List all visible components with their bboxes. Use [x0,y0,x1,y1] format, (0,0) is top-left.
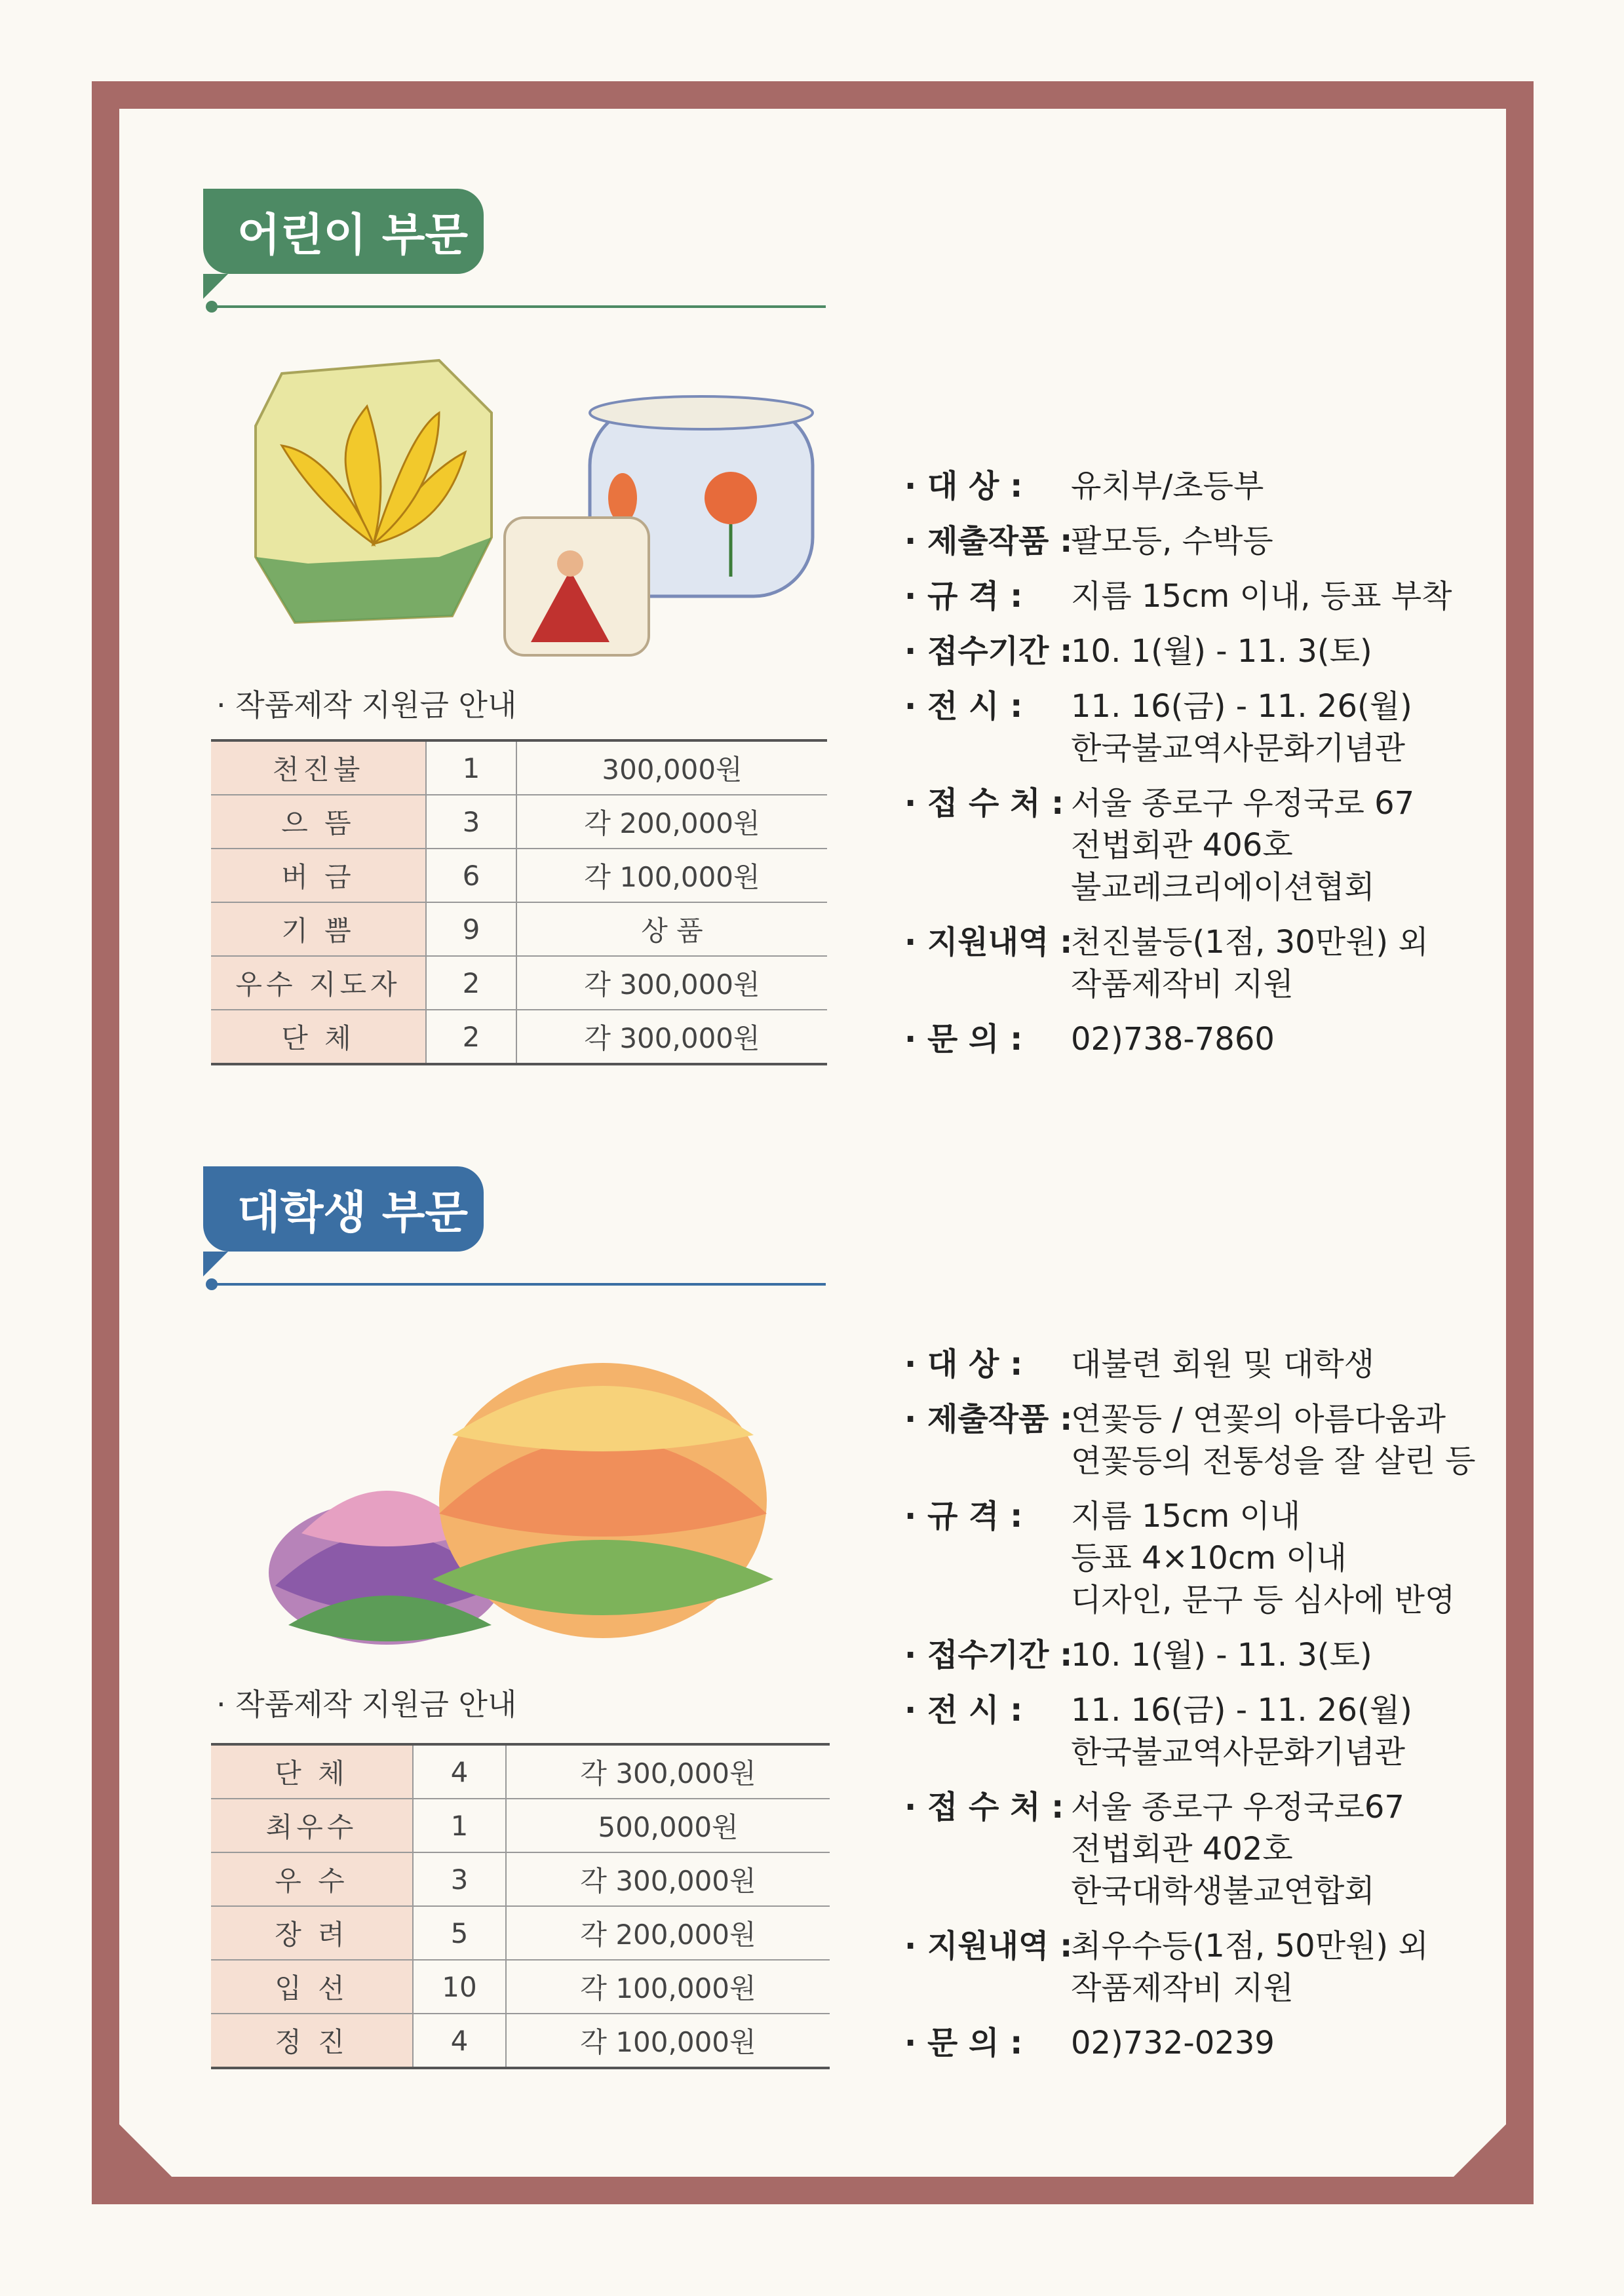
award-prize: 각 100,000원 [506,2014,830,2068]
award-count: 4 [413,2014,506,2068]
list-item [904,575,1494,617]
college-award-table [211,1743,830,2069]
info-value: 02)738-7860 [1071,1021,1275,1058]
info-value: 연꽃등의 전통성을 잘 살린 등 [1071,1443,1476,1480]
award-name: 최우수 [211,1799,413,1852]
table-row [211,795,827,849]
table-row [211,2014,830,2068]
info-label: · 대 상 : [904,468,1023,505]
award-prize: 각 200,000원 [506,1906,830,1960]
table-row [211,1906,830,1960]
info-label: · 문 의 : [904,2025,1023,2061]
award-prize: 각 300,000원 [516,1010,827,1064]
info-value: 10. 1(월) - 11. 3(토) [1071,1637,1372,1674]
kids-info-list [904,465,1494,1073]
table-row [211,1010,827,1064]
list-item [904,1786,1494,1912]
college-table-caption: · 작품제작 지원금 안내 [216,1687,517,1722]
info-label: · 접수기간 : [904,633,1073,670]
info-label: · 전 시 : [904,688,1023,725]
info-label: · 지원내역 : [904,1928,1073,1964]
list-item [904,1018,1494,1060]
award-name: 장 려 [211,1906,413,1960]
list-item [904,1343,1494,1385]
info-label: · 접 수 처 : [904,785,1064,822]
award-name: 단 체 [211,1744,413,1799]
award-name: 우 수 [211,1852,413,1906]
info-value: 지름 15cm 이내, 등표 부착 [1071,578,1452,615]
award-prize: 500,000원 [506,1799,830,1852]
info-value: 작품제작비 지원 [1071,1970,1294,2006]
list-item [904,1925,1494,2009]
college-section-title: 대학생 부문 [203,1166,484,1252]
table-row [211,1960,830,2014]
info-value: 불교레크리에이션협회 [1071,869,1375,906]
info-value: 10. 1(월) - 11. 3(토) [1071,633,1372,670]
table-row [211,740,827,795]
list-item [904,1689,1494,1773]
info-value: 작품제작비 지원 [1071,966,1294,1003]
award-prize: 300,000원 [516,740,827,795]
info-label: · 규 격 : [904,1498,1023,1535]
award-prize: 상 품 [516,902,827,956]
info-label: · 문 의 : [904,1021,1023,1058]
kids-section-rule [210,305,826,308]
info-label: · 접 수 처 : [904,1789,1064,1826]
college-section-rule [210,1283,826,1286]
award-count: 2 [426,1010,516,1064]
cube-lantern [505,518,649,655]
table-row [211,1744,830,1799]
award-name: 기 쁨 [211,902,426,956]
award-count: 9 [426,902,516,956]
table-row [211,849,827,902]
list-item [904,782,1494,908]
info-label: · 접수기간 : [904,1637,1073,1674]
info-label: · 제출작품 : [904,523,1073,560]
info-value: 디자인, 문구 등 심사에 반영 [1071,1582,1456,1618]
award-count: 3 [426,795,516,849]
info-label: · 대 상 : [904,1346,1023,1383]
info-value: 11. 16(금) - 11. 26(월) [1071,1692,1412,1729]
award-prize: 각 300,000원 [516,956,827,1010]
info-value: 한국대학생불교연합회 [1071,1873,1375,1909]
info-label: · 지원내역 : [904,924,1073,961]
list-item [904,1495,1494,1621]
info-value: 02)732-0239 [1071,2025,1275,2061]
info-value: 등표 4×10cm 이내 [1071,1540,1347,1577]
award-name: 으 뜸 [211,795,426,849]
award-name: 입 선 [211,1960,413,2014]
list-item [904,630,1494,672]
award-count: 6 [426,849,516,902]
table-row [211,1799,830,1852]
list-item [904,1634,1494,1676]
list-item [904,520,1494,562]
info-value: 천진불등(1점, 30만원) 외 [1071,924,1429,961]
info-value: 최우수등(1점, 50만원) 외 [1071,1928,1429,1964]
award-name: 버 금 [211,849,426,902]
list-item [904,1398,1494,1482]
info-value: 전법회관 402호 [1071,1831,1293,1867]
award-count: 3 [413,1852,506,1906]
college-info-list [904,1343,1494,2077]
award-count: 4 [413,1744,506,1799]
info-value: 팔모등, 수박등 [1071,523,1273,560]
kids-award-table [211,739,827,1065]
award-name: 우수 지도자 [211,956,426,1010]
info-label: · 전 시 : [904,1692,1023,1729]
award-prize: 각 100,000원 [506,1960,830,2014]
award-count: 10 [413,1960,506,2014]
lotus-lantern-illustration [262,1350,786,1651]
table-row [211,902,827,956]
award-prize: 각 100,000원 [516,849,827,902]
list-item [904,465,1494,507]
info-value: 11. 16(금) - 11. 26(월) [1071,688,1412,725]
info-value: 대불련 회원 및 대학생 [1071,1346,1375,1383]
info-label: · 규 격 : [904,578,1023,615]
award-name: 천진불 [211,740,426,795]
info-value: 서울 종로구 우정국로67 [1071,1789,1404,1826]
orange-lotus-lantern [433,1363,773,1638]
award-prize: 각 200,000원 [516,795,827,849]
award-count: 1 [426,740,516,795]
award-name: 정 진 [211,2014,413,2068]
info-value: 연꽃등 / 연꽃의 아름다움과 [1071,1401,1446,1438]
info-label: · 제출작품 : [904,1401,1073,1438]
kids-table-caption: · 작품제작 지원금 안내 [216,687,517,723]
list-item [904,2022,1494,2064]
info-value: 유치부/초등부 [1071,468,1264,505]
info-value: 한국불교역사문화기념관 [1071,1734,1406,1770]
list-item [904,921,1494,1005]
award-name: 단 체 [211,1010,426,1064]
award-count: 1 [413,1799,506,1852]
award-prize: 각 300,000원 [506,1744,830,1799]
info-value: 한국불교역사문화기념관 [1071,730,1406,767]
award-count: 5 [413,1906,506,1960]
info-value: 서울 종로구 우정국로 67 [1071,785,1415,822]
list-item [904,685,1494,769]
octagon-lantern [256,360,492,622]
table-row [211,956,827,1010]
kids-section-title: 어린이 부문 [203,189,484,274]
kids-lantern-illustration [242,347,832,662]
info-value: 지름 15cm 이내 [1071,1498,1301,1535]
info-value: 전법회관 406호 [1071,827,1293,864]
award-prize: 각 300,000원 [506,1852,830,1906]
award-count: 2 [426,956,516,1010]
table-row [211,1852,830,1906]
